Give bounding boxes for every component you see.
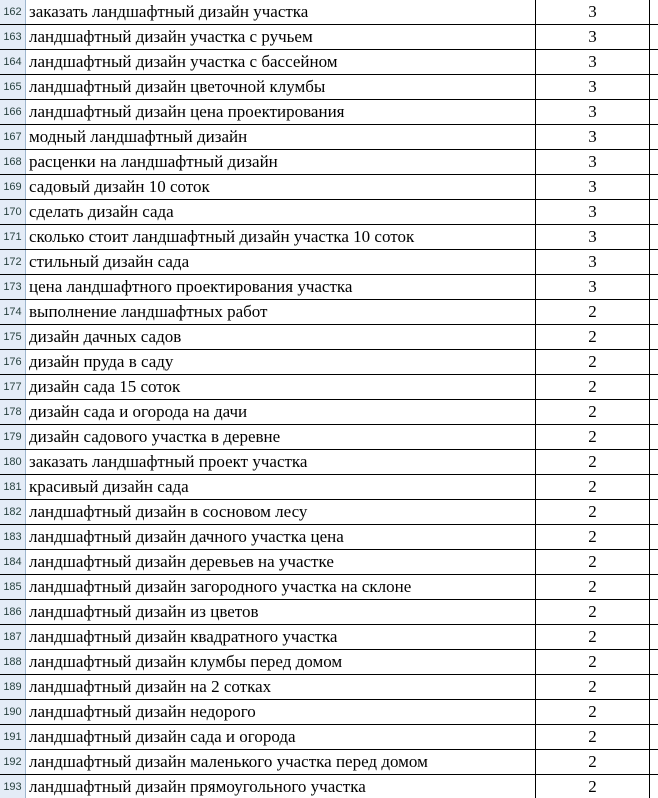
table-row: [0, 300, 658, 325]
count-cell[interactable]: 2: [536, 525, 650, 549]
count-cell[interactable]: 2: [536, 700, 650, 724]
row-header[interactable]: 179: [0, 425, 26, 449]
row-header[interactable]: 191: [0, 725, 26, 749]
count-cell[interactable]: 3: [536, 150, 650, 174]
keyword-cell[interactable]: ландшафтный дизайн цветочной клумбы: [26, 75, 536, 99]
count-cell[interactable]: 2: [536, 625, 650, 649]
table-row: [0, 400, 658, 425]
keyword-cell[interactable]: сколько стоит ландшафтный дизайн участка 10 соток: [26, 225, 536, 249]
row-header[interactable]: 193: [0, 775, 26, 798]
keyword-cell[interactable]: дизайн сада и огорода на дачи: [26, 400, 536, 424]
count-cell[interactable]: 3: [536, 200, 650, 224]
keyword-cell[interactable]: ландшафтный дизайн участка с ручьем: [26, 25, 536, 49]
count-cell[interactable]: 3: [536, 175, 650, 199]
keyword-cell[interactable]: сделать дизайн сада: [26, 200, 536, 224]
empty-cell[interactable]: [650, 75, 658, 99]
table-row: [0, 625, 658, 650]
empty-cell[interactable]: [650, 625, 658, 649]
empty-cell[interactable]: [650, 550, 658, 574]
table-row: [0, 325, 658, 350]
keyword-cell[interactable]: красивый дизайн сада: [26, 475, 536, 499]
keyword-cell[interactable]: ландшафтный дизайн цена проектирования: [26, 100, 536, 124]
empty-cell[interactable]: [650, 275, 658, 299]
count-cell[interactable]: 2: [536, 675, 650, 699]
empty-cell[interactable]: [650, 175, 658, 199]
keyword-cell[interactable]: заказать ландшафтный проект участка: [26, 450, 536, 474]
table-row: [0, 25, 658, 50]
keyword-cell[interactable]: дизайн пруда в саду: [26, 350, 536, 374]
table-row: [0, 50, 658, 75]
keyword-cell[interactable]: ландшафтный дизайн недорого: [26, 700, 536, 724]
empty-cell[interactable]: [650, 675, 658, 699]
keyword-cell[interactable]: ландшафтный дизайн прямоугольного участка: [26, 775, 536, 798]
count-cell[interactable]: 3: [536, 125, 650, 149]
count-cell[interactable]: 3: [536, 100, 650, 124]
count-cell[interactable]: 2: [536, 500, 650, 524]
empty-cell[interactable]: [650, 100, 658, 124]
empty-cell[interactable]: [650, 300, 658, 324]
count-cell[interactable]: 2: [536, 475, 650, 499]
count-cell[interactable]: 2: [536, 375, 650, 399]
empty-cell[interactable]: [650, 375, 658, 399]
keyword-cell[interactable]: ландшафтный дизайн в сосновом лесу: [26, 500, 536, 524]
count-cell[interactable]: 3: [536, 25, 650, 49]
row-header[interactable]: 189: [0, 675, 26, 699]
count-cell[interactable]: 2: [536, 425, 650, 449]
table-row: [0, 550, 658, 575]
count-cell[interactable]: 2: [536, 650, 650, 674]
table-row: [0, 450, 658, 475]
row-header[interactable]: 183: [0, 525, 26, 549]
empty-cell[interactable]: [650, 225, 658, 249]
table-row: [0, 425, 658, 450]
keyword-cell[interactable]: стильный дизайн сада: [26, 250, 536, 274]
row-header[interactable]: 180: [0, 450, 26, 474]
table-row: [0, 600, 658, 625]
count-cell[interactable]: 3: [536, 0, 650, 24]
keyword-cell[interactable]: ландшафтный дизайн дачного участка цена: [26, 525, 536, 549]
row-header[interactable]: 190: [0, 700, 26, 724]
table-row: [0, 775, 658, 798]
table-row: [0, 175, 658, 200]
row-header[interactable]: 169: [0, 175, 26, 199]
table-row: [0, 100, 658, 125]
empty-cell[interactable]: [650, 425, 658, 449]
count-cell[interactable]: 2: [536, 325, 650, 349]
empty-cell[interactable]: [650, 400, 658, 424]
count-cell[interactable]: 2: [536, 350, 650, 374]
keyword-cell[interactable]: выполнение ландшафтных работ: [26, 300, 536, 324]
empty-cell[interactable]: [650, 600, 658, 624]
table-row: [0, 700, 658, 725]
keyword-cell[interactable]: ландшафтный дизайн из цветов: [26, 600, 536, 624]
table-row: [0, 250, 658, 275]
keyword-cell[interactable]: цена ландшафтного проектирования участка: [26, 275, 536, 299]
table-row: [0, 475, 658, 500]
count-cell[interactable]: 2: [536, 750, 650, 774]
table-row: [0, 225, 658, 250]
table-row: [0, 200, 658, 225]
empty-cell[interactable]: [650, 475, 658, 499]
count-cell[interactable]: 3: [536, 250, 650, 274]
count-cell[interactable]: 2: [536, 575, 650, 599]
row-header[interactable]: 163: [0, 25, 26, 49]
count-cell[interactable]: 2: [536, 600, 650, 624]
row-header[interactable]: 171: [0, 225, 26, 249]
table-row: [0, 75, 658, 100]
row-header[interactable]: 165: [0, 75, 26, 99]
keyword-cell[interactable]: садовый дизайн 10 соток: [26, 175, 536, 199]
table-row: [0, 500, 658, 525]
count-cell[interactable]: 3: [536, 50, 650, 74]
row-header[interactable]: 178: [0, 400, 26, 424]
row-header[interactable]: 182: [0, 500, 26, 524]
row-header[interactable]: 192: [0, 750, 26, 774]
keyword-cell[interactable]: ландшафтный дизайн сада и огорода: [26, 725, 536, 749]
empty-cell[interactable]: [650, 50, 658, 74]
keyword-cell[interactable]: ландшафтный дизайн на 2 сотках: [26, 675, 536, 699]
table-row: [0, 525, 658, 550]
empty-cell[interactable]: [650, 700, 658, 724]
empty-cell[interactable]: [650, 0, 658, 24]
table-row: [0, 750, 658, 775]
empty-cell[interactable]: [650, 450, 658, 474]
table-row: [0, 0, 658, 25]
row-header[interactable]: 174: [0, 300, 26, 324]
row-header[interactable]: 167: [0, 125, 26, 149]
empty-cell[interactable]: [650, 525, 658, 549]
row-header[interactable]: 188: [0, 650, 26, 674]
row-header[interactable]: 162: [0, 0, 26, 24]
count-cell[interactable]: 3: [536, 225, 650, 249]
empty-cell[interactable]: [650, 150, 658, 174]
table-row: [0, 375, 658, 400]
row-header[interactable]: 187: [0, 625, 26, 649]
table-row: [0, 350, 658, 375]
count-cell[interactable]: 2: [536, 450, 650, 474]
table-row: [0, 650, 658, 675]
row-header[interactable]: 185: [0, 575, 26, 599]
table-row: [0, 725, 658, 750]
count-cell[interactable]: 2: [536, 550, 650, 574]
count-cell[interactable]: 3: [536, 275, 650, 299]
count-cell[interactable]: 2: [536, 400, 650, 424]
row-header[interactable]: 172: [0, 250, 26, 274]
empty-cell[interactable]: [650, 750, 658, 774]
row-header[interactable]: 170: [0, 200, 26, 224]
keyword-cell[interactable]: ландшафтный дизайн клумбы перед домом: [26, 650, 536, 674]
empty-cell[interactable]: [650, 25, 658, 49]
count-cell[interactable]: 2: [536, 725, 650, 749]
keyword-cell[interactable]: ландшафтный дизайн маленького участка перед домом: [26, 750, 536, 774]
count-cell[interactable]: 3: [536, 75, 650, 99]
empty-cell[interactable]: [650, 650, 658, 674]
row-header[interactable]: 166: [0, 100, 26, 124]
keyword-cell[interactable]: дизайн дачных садов: [26, 325, 536, 349]
empty-cell[interactable]: [650, 250, 658, 274]
keyword-cell[interactable]: модный ландшафтный дизайн: [26, 125, 536, 149]
empty-cell[interactable]: [650, 725, 658, 749]
row-header[interactable]: 173: [0, 275, 26, 299]
row-header[interactable]: 184: [0, 550, 26, 574]
table-row: [0, 675, 658, 700]
count-cell[interactable]: 2: [536, 300, 650, 324]
row-header[interactable]: 168: [0, 150, 26, 174]
keyword-cell[interactable]: дизайн сада 15 соток: [26, 375, 536, 399]
table-row: [0, 575, 658, 600]
row-header[interactable]: 175: [0, 325, 26, 349]
keyword-cell[interactable]: ландшафтный дизайн загородного участка на склоне: [26, 575, 536, 599]
empty-cell[interactable]: [650, 350, 658, 374]
keyword-cell[interactable]: ландшафтный дизайн деревьев на участке: [26, 550, 536, 574]
row-header[interactable]: 176: [0, 350, 26, 374]
empty-cell[interactable]: [650, 775, 658, 798]
table-row: [0, 275, 658, 300]
row-header[interactable]: 164: [0, 50, 26, 74]
keyword-cell[interactable]: дизайн садового участка в деревне: [26, 425, 536, 449]
keyword-cell[interactable]: ландшафтный дизайн участка с бассейном: [26, 50, 536, 74]
empty-cell[interactable]: [650, 325, 658, 349]
table-row: [0, 150, 658, 175]
keyword-cell[interactable]: заказать ландшафтный дизайн участка: [26, 0, 536, 24]
empty-cell[interactable]: [650, 200, 658, 224]
empty-cell[interactable]: [650, 125, 658, 149]
empty-cell[interactable]: [650, 575, 658, 599]
keyword-cell[interactable]: расценки на ландшафтный дизайн: [26, 150, 536, 174]
row-header[interactable]: 181: [0, 475, 26, 499]
keyword-cell[interactable]: ландшафтный дизайн квадратного участка: [26, 625, 536, 649]
row-header[interactable]: 177: [0, 375, 26, 399]
empty-cell[interactable]: [650, 500, 658, 524]
row-header[interactable]: 186: [0, 600, 26, 624]
table-row: [0, 125, 658, 150]
count-cell[interactable]: 2: [536, 775, 650, 798]
